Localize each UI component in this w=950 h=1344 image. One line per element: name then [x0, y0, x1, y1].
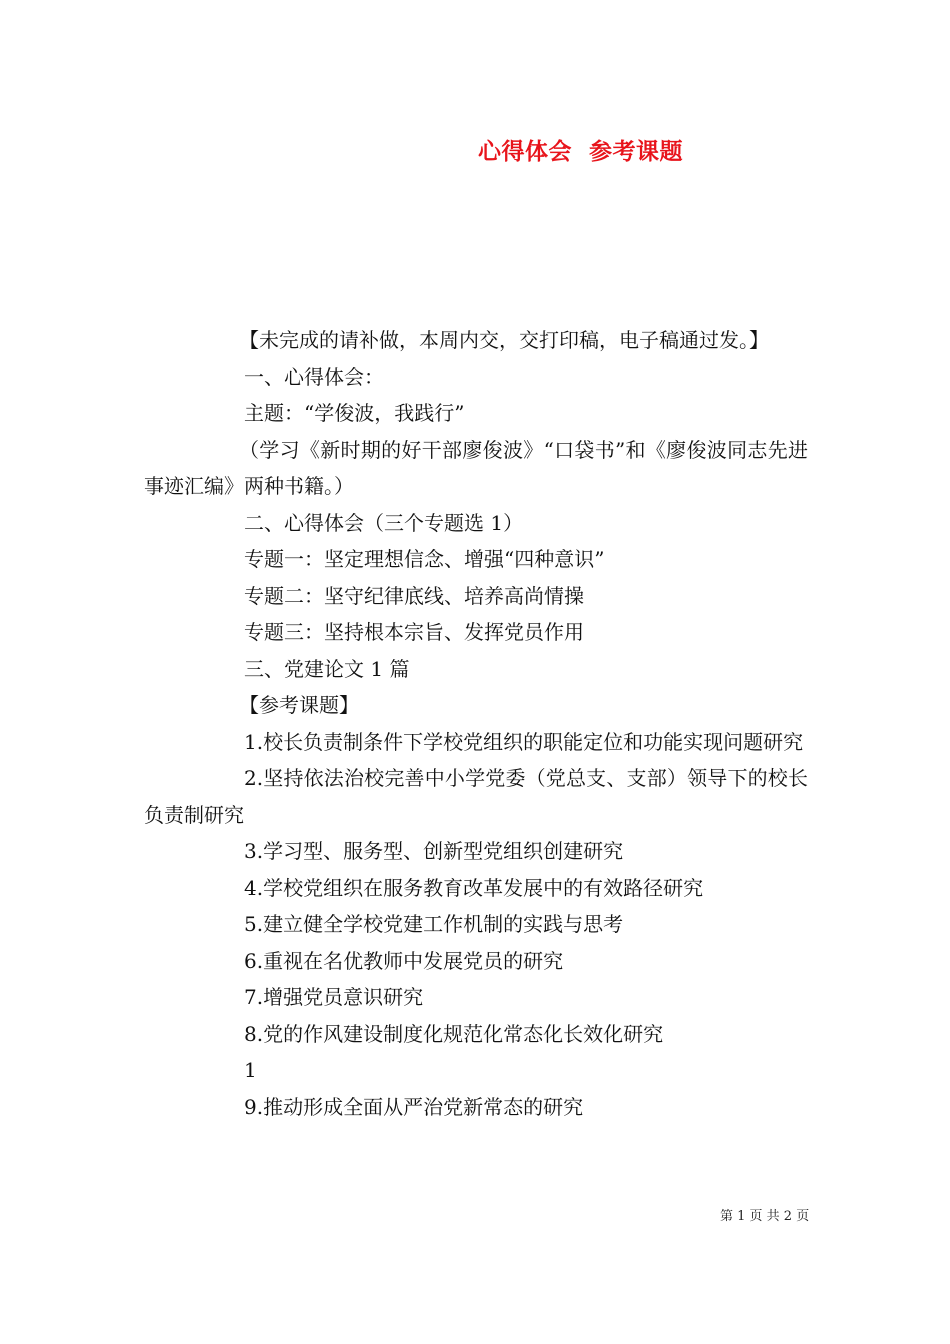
list-item: 2.坚持依法治校完善中小学党委（党总支、支部）领导下的校长负责制研究	[144, 766, 808, 827]
list-item: 6.重视在名优教师中发展党员的研究	[244, 948, 564, 973]
list-item: 7.增强党员意识研究	[244, 985, 424, 1009]
paragraph-section-3: 三、党建论文 1 篇	[244, 656, 410, 681]
list-item: 4.学校党组织在服务教育改革发展中的有效路径研究	[244, 875, 704, 900]
paragraph-topic-3: 专题三：坚持根本宗旨、发挥党员作用	[244, 620, 584, 644]
page-title: 心得体会 参考课题	[478, 138, 684, 165]
paragraph-theme: 主题：“学俊波，我践行”	[244, 401, 465, 425]
list-item: 8.党的作风建设制度化规范化常态化长效化研究	[244, 1021, 664, 1046]
list-item: 1.校长负责制条件下学校党组织的职能定位和功能实现问题研究	[244, 729, 804, 754]
paragraph-notice: 【未完成的请补做，本周内交，交打印稿，电子稿通过发。】	[239, 328, 769, 352]
list-item: 3.学习型、服务型、创新型党组织创建研究	[244, 839, 624, 863]
paragraph-topic-1: 专题一：坚定理想信念、增强“四种意识”	[244, 547, 605, 571]
paragraph-section-1: 一、心得体会：	[244, 364, 384, 389]
list-item: 9.推动形成全面从严治党新常态的研究	[244, 1094, 584, 1119]
paragraph-reference-heading: 【参考课题】	[239, 693, 359, 717]
paragraph-section-2: 二、心得体会（三个专题选 1）	[244, 510, 524, 535]
paragraph-study-books: （学习《新时期的好干部廖俊波》“口袋书”和《廖俊波同志先进事迹汇编》两种书籍。）	[144, 437, 808, 498]
page-footer: 第 1 页 共 2 页	[720, 1209, 810, 1224]
document-body	[144, 322, 808, 1125]
paragraph-topic-2: 专题二：坚守纪律底线、培养高尚情操	[244, 583, 584, 608]
inline-page-number: 1	[244, 1058, 257, 1082]
list-item: 5.建立健全学校党建工作机制的实践与思考	[244, 912, 624, 936]
